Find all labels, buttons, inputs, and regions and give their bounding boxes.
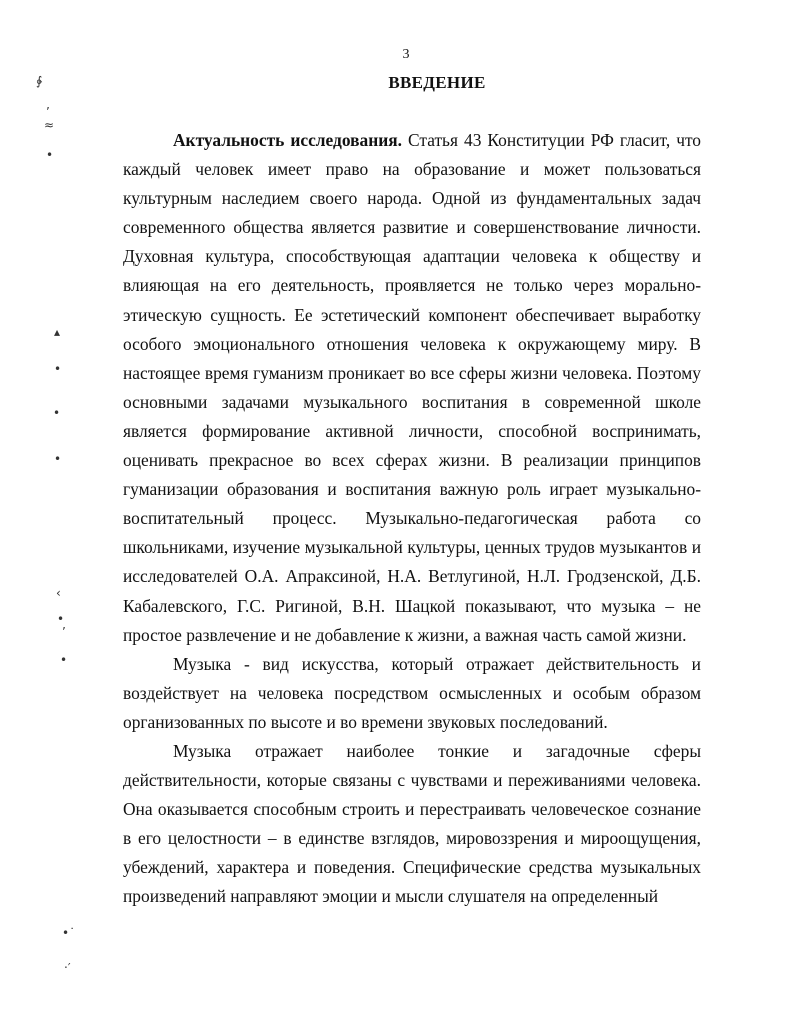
margin-scan-marks <box>0 0 110 1021</box>
paragraph-text: Статья 43 Конституции РФ гласит, что каждый человек имеет право на образование и может пользоваться культурным наследием своего народа. Одной из фундаментальных задач современного общества является развитие и совершенствование личности. Духовная культура, способствующая адаптации человека к обществу и влияющая на его деятельность, проявляется не только через морально-этическую сущность. Ее эстетический компонент обеспечивает выработку особого эмоционального отношения человека к окружающему миру. В настоящее время гуманизм проникает во все сферы жизни человека. Поэтому основными задачами музыкального воспитания в современной школе является формирование активной личности, способной воспринимать, оценивать прекрасное во всех сферах жизни. В реализации принципов гуманизации образования и воспитания важную роль играет музыкально-воспитательный процесс. Музыкально-педагогическая работа со школьниками, изучение музыкальной культуры, ценных трудов музыкантов и исследователей О.А. Апраксиной, Н.А. Ветлугиной, Н.Л. Гродзенской, Д.Б. Кабалевского, Г.С. Ригиной, В.Н. Шацкой показывают, что музыка – не простое развлечение и не добавление к жизни, а важная часть самой жизни. <box>123 130 702 645</box>
page-title: ВВЕДЕНИЕ <box>388 73 486 92</box>
scan-mark: •˙ <box>62 926 76 940</box>
scan-mark: ▴ <box>54 325 61 339</box>
paragraph-relevance <box>123 126 701 650</box>
scan-mark: ≈ <box>44 118 55 132</box>
paragraph-music-reflection: Музыка отражает наиболее тонкие и загадочные сферы действительности, которые связаны с чувствами и переживаниями человека. Она оказывается способным строить и перестраивать человеческое сознание в его целостности – в единстве взглядов, мировоззрения и мироощущения, убеждений, характера и поведения. Специфические средства музыкальных произведений направляют эмоции и мысли слушателя на определенный <box>123 740 701 907</box>
scan-mark: • <box>53 406 61 420</box>
scan-mark: • <box>46 148 54 162</box>
document-body <box>123 126 701 912</box>
scan-mark: • <box>54 362 62 376</box>
scan-mark: • <box>60 653 68 667</box>
paragraph-music-definition: Музыка - вид искусства, который отражает действительность и воздействует на человека посредством осмысленных и особым образом организованных по высоте и во времени звуковых последований. <box>123 653 701 732</box>
paragraph-lead: Актуальность исследования. <box>173 130 402 150</box>
scan-mark: ’ <box>46 105 50 119</box>
scan-mark: • <box>57 612 65 626</box>
scan-mark: ‹ <box>56 586 61 600</box>
scan-mark: ’ <box>62 625 66 639</box>
scan-mark: • <box>54 452 62 466</box>
scan-mark: ∳ <box>36 74 43 88</box>
scan-mark: ‧′ <box>64 961 71 975</box>
page-number: 3 <box>402 47 410 62</box>
